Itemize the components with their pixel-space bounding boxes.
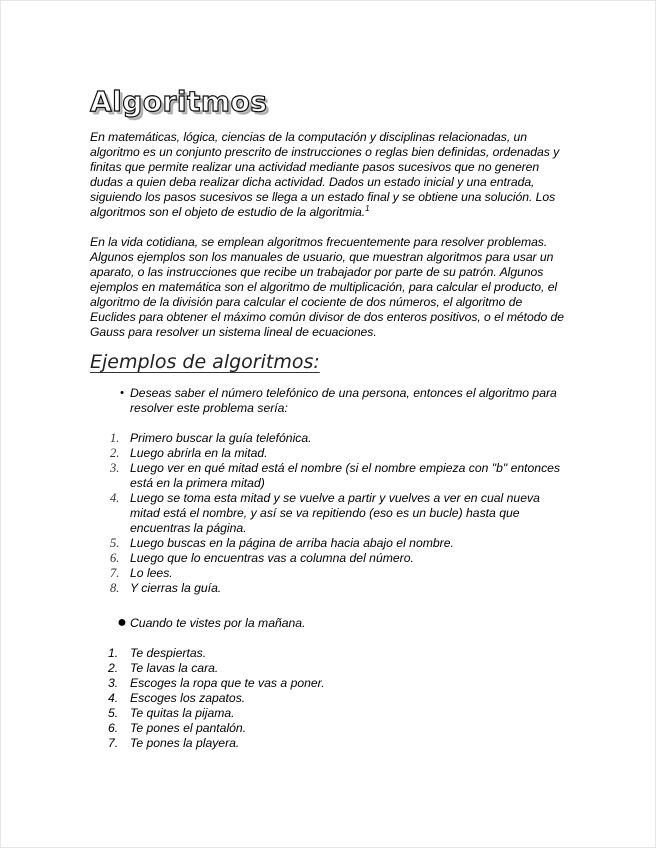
page-title: Algoritmos — [90, 85, 268, 118]
list-item: 2. Te lavas la cara. — [108, 661, 219, 675]
example-1-intro — [90, 386, 570, 416]
footnote-reference[interactable]: 1 — [365, 204, 370, 213]
list-item: 8. Y cierras la guía. — [110, 581, 222, 595]
list-item: 2. Luego abrirla en la mitad. — [110, 446, 268, 460]
paragraph-definition — [90, 130, 570, 220]
list-item: 1. Primero buscar la guía telefónica. — [110, 431, 312, 445]
list-item: 6. Luego que lo encuentras vas a columna del número. — [110, 551, 414, 565]
list-item: 3. Escoges la ropa que te vas a poner. — [108, 676, 325, 690]
example-1-intro-text: Deseas saber el número telefónico de una persona, entonces el algoritmo para resolver este problema sería: — [130, 386, 557, 415]
example-2-steps — [90, 646, 570, 751]
paragraph-everyday-examples: En la vida cotidiana, se emplean algoritmos frecuentemente para resolver problemas. Algunos ejemplos son los manuales de usuario, que muestran algoritmos para usar un aparato, o las instrucciones que recibe un trabajador por parte de su patrón. Algunos ejemplos en matemática son el algoritmo de multiplicación, para calcular el producto, el algoritmo de la división para calcular el cociente de dos números, el algoritmo de Euclides para obtener el máximo común divisor de dos enteros positivos, o el método de Gauss para resolver un sistema lineal de ecuaciones. — [90, 235, 564, 339]
list-item: 3. Luego ver en qué mitad está el nombre (si el nombre empieza con "b" entonces está en la primera mitad) — [110, 461, 561, 490]
list-item: 4. Luego se toma esta mitad y se vuelve a partir y vuelves a ver en cual nueva mitad está el nombre, y así se va repitiendo (eso es un bucle) hasta que encuentras la página. — [110, 491, 540, 535]
list-item: 5. Te quitas la pijama. — [108, 706, 235, 720]
bullet-icon: ● — [117, 614, 127, 631]
list-item: 7. Lo lees. — [110, 566, 173, 580]
bullet-icon: • — [120, 387, 124, 399]
list-item: 1. Te despiertas. — [108, 646, 207, 660]
list-item: 7. Te pones la playera. — [108, 736, 240, 750]
document-body — [90, 84, 570, 751]
example-2-intro — [90, 616, 570, 631]
list-item: 5. Luego buscas en la página de arriba hacia abajo el nombre. — [110, 536, 454, 550]
list-item: 4. Escoges los zapatos. — [108, 691, 246, 705]
section-heading-examples: Ejemplos de algoritmos: — [90, 351, 320, 373]
example-2-intro-text: Cuando te vistes por la mañana. — [130, 616, 306, 630]
paragraph-definition-text: En matemáticas, lógica, ciencias de la computación y disciplinas relacionadas, un algoritmo es un conjunto prescrito de instrucciones o reglas bien definidas, ordenadas y finitas que permite realizar una actividad mediante pasos sucesivos que no generen dudas a quien deba realizar dicha actividad. Dados un estado inicial y una entrada, siguiendo los pasos sucesivos se llega a un estado final y se obtiene una solución. Los algoritmos son el objeto de estudio de la algoritmia. — [90, 130, 560, 219]
example-1-steps — [90, 431, 570, 596]
list-item: 6. Te pones el pantalón. — [108, 721, 247, 735]
